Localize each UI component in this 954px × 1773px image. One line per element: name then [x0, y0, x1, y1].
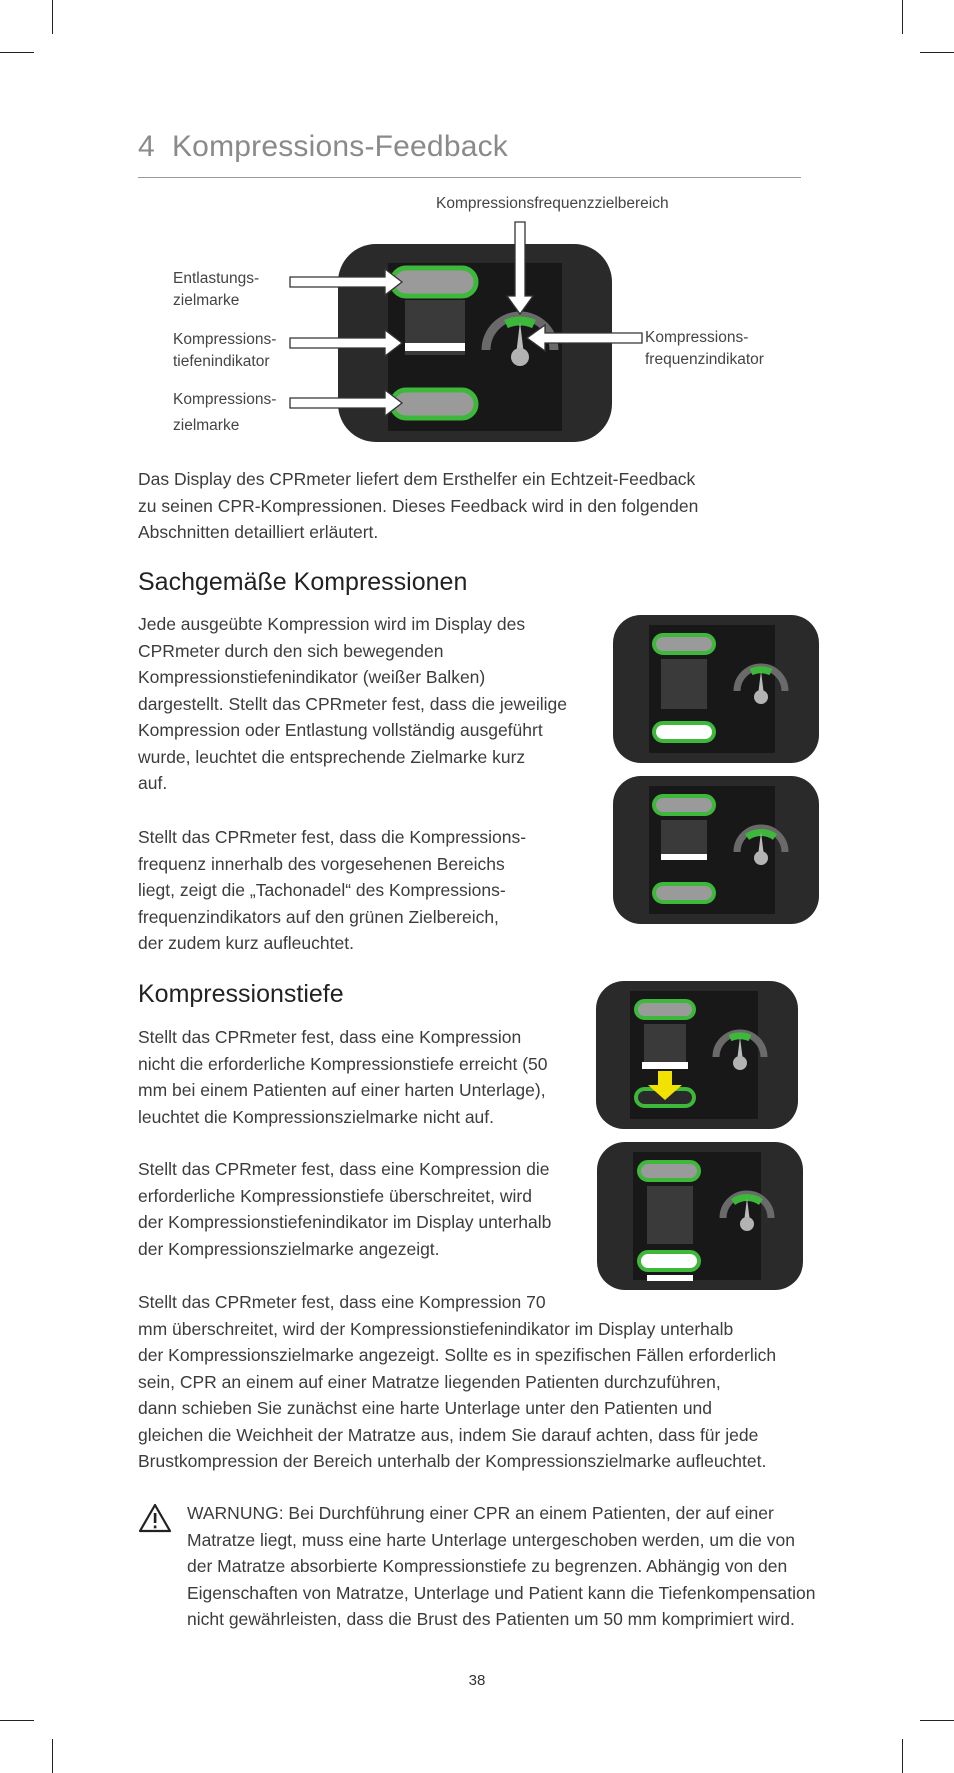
section2-paragraph-2 — [138, 1156, 551, 1262]
section1-paragraph-2 — [138, 824, 526, 957]
text-line: der Kompressionszielmarke angezeigt. — [138, 1238, 440, 1259]
warning-icon — [138, 1503, 172, 1533]
section-heading: Kompressionstiefe — [138, 980, 344, 1008]
text-line: der Kompressionszielmarke angezeigt. Sollte es in spezifischen Fällen erforderlich — [138, 1345, 777, 1365]
depth-indicator-bar — [405, 343, 465, 351]
section1-paragraph-1 — [138, 611, 567, 797]
section2-paragraph-1 — [138, 1024, 548, 1130]
text-line: Brustkompression der Bereich unterhalb der Kompressionszielmarke aufleuchtet. — [138, 1451, 767, 1471]
text-line: mm überschreitet, wird der Kompressionstiefenindikator im Display unterhalb — [138, 1318, 734, 1339]
text-line: Jede ausgeübte Kompression wird im Display des — [138, 614, 526, 634]
device-release-lit — [613, 615, 819, 763]
text-line: Stellt das CPRmeter fest, dass eine Kompression — [138, 1027, 522, 1047]
text-line: nicht die erforderliche Kompressionstiefe erreicht (50 — [138, 1053, 548, 1074]
page-number: 38 — [468, 1672, 486, 1689]
label-line: Kompressions- — [173, 331, 277, 348]
text-line: der Matratze absorbierte Kompressionstiefe zu begrenzen. Abhängig von den — [187, 1556, 788, 1576]
compression-target-mark — [392, 390, 476, 418]
warning-text — [187, 1500, 827, 1633]
text-line: der zudem kurz aufleuchtet. — [138, 933, 354, 953]
text-line: Stellt das CPRmeter fest, dass die Kompressions- — [138, 827, 527, 847]
text-line: CPRmeter durch den sich bewegenden — [138, 640, 444, 661]
intro-paragraph — [138, 466, 698, 546]
label-rate-target-range: Kompressionsfrequenzzielbereich — [436, 195, 669, 212]
text-line: frequenz innerhalb des vorgesehenen Bereichs — [138, 853, 505, 874]
crop-mark — [0, 1720, 34, 1721]
text-line: wurde, leuchtet die entsprechende Zielmarke kurz — [138, 746, 526, 767]
text-line: mm bei einem Patienten auf einer harten Unterlage), — [138, 1080, 546, 1100]
label-line: Entlastungs- — [173, 270, 260, 287]
crop-mark — [52, 1739, 53, 1773]
text-line: Stellt das CPRmeter fest, dass eine Kompression 70 — [138, 1292, 546, 1312]
label-line: Kompressions- — [645, 329, 749, 346]
section2-paragraph-3 — [138, 1289, 776, 1475]
text-line: sein, CPR an einem auf einer Matratze liegenden Patienten durchzuführen, — [138, 1371, 721, 1392]
text-line: zu seinen CPR-Kompressionen. Dieses Feedback wird in den folgenden — [138, 495, 699, 516]
text-line: frequenzindikators auf den grünen Zielbereich, — [138, 906, 499, 927]
text-line: nicht gewährleisten, dass die Brust des Patienten um 50 mm komprimiert wird. — [187, 1609, 795, 1629]
cprmeter-diagram — [0, 0, 954, 460]
chapter-title-text: Kompressions-Feedback — [171, 130, 508, 163]
text-line: Abschnitten detailliert erläutert. — [138, 522, 379, 542]
text-line: Eigenschaften von Matratze, Unterlage und Patient kann die Tiefenkompensation — [187, 1582, 816, 1603]
text-line: liegt, zeigt die „Tachonadel“ des Kompressions- — [138, 880, 506, 900]
section-heading: Sachgemäße Kompressionen — [138, 568, 468, 596]
text-line: leuchtet die Kompressionszielmarke nicht auf. — [138, 1106, 495, 1127]
device-depth-exceeded — [597, 1142, 803, 1290]
text-line: erforderliche Kompressionstiefe überschreitet, wird — [138, 1185, 532, 1206]
text-line: Kompression oder Entlastung vollständig ausgeführt — [138, 720, 543, 740]
text-line: auf. — [138, 773, 168, 793]
text-line: Stellt das CPRmeter fest, dass eine Kompression die — [138, 1159, 550, 1179]
label-line: Kompressions- — [173, 391, 277, 408]
chapter-number: 4 — [138, 130, 155, 163]
device-rate-lit — [613, 776, 819, 924]
text-line: dann schieben Sie zunächst eine harte Unterlage unter den Patienten und — [138, 1398, 713, 1418]
label-line: zielmarke — [173, 417, 240, 434]
release-target-mark — [392, 268, 476, 296]
device-depth-insufficient — [596, 981, 798, 1129]
label-line: frequenzindikator — [645, 351, 764, 368]
label-line: zielmarke — [173, 292, 240, 309]
text-line: der Kompressionstiefenindikator im Display unterhalb — [138, 1212, 552, 1232]
text-line: dargestellt. Stellt das CPRmeter fest, dass die jeweilige — [138, 693, 567, 714]
text-line: Matratze liegt, muss eine harte Unterlage untergeschoben werden, um die von — [187, 1529, 795, 1550]
text-line: WARNUNG: Bei Durchführung einer CPR an einem Patienten, der auf einer — [187, 1503, 774, 1523]
crop-mark — [902, 1739, 903, 1773]
label-line: tiefenindikator — [173, 353, 270, 370]
text-line: Kompressionstiefenindikator (weißer Balken) — [138, 667, 486, 687]
crop-mark — [920, 1720, 954, 1721]
text-line: gleichen die Weichheit der Matratze aus, indem Sie darauf achten, dass für jede — [138, 1424, 759, 1445]
text-line: Das Display des CPRmeter liefert dem Ersthelfer ein Echtzeit-Feedback — [138, 469, 696, 489]
rate-needle-hub — [511, 348, 529, 366]
